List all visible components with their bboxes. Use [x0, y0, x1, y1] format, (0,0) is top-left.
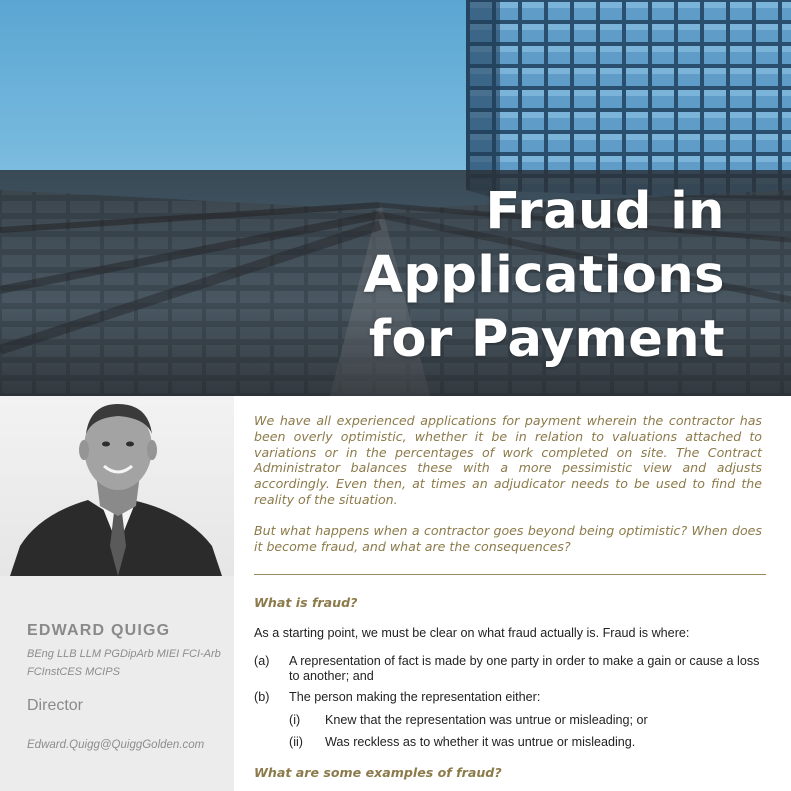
author-email[interactable]: Edward.Quigg@QuiggGolden.com	[27, 739, 205, 751]
intro-paragraph: We have all experienced applications for payment wherein the contractor has been overly optimistic, whether it be in relation to valuations attached to variations or in the percentages of work completed on site. The Contract Administrator balances these with a more pessimistic view and adjusts accordingly. Even then, at times an adjudicator needs to be used to find the reality of the situation.	[254, 413, 762, 507]
intro-paragraph: But what happens when a contractor goes beyond being optimistic? When does it become fraud, and what are the consequences?	[254, 522, 762, 554]
author-sidebar	[0, 576, 234, 791]
list-item-text: The person making the representation either:	[289, 690, 541, 704]
section-heading-what-is-fraud: What is fraud?	[254, 595, 358, 610]
title-line: Fraud in	[485, 182, 725, 241]
author-portrait	[0, 396, 234, 576]
list-marker: (i)	[289, 713, 301, 727]
list-marker: (a)	[254, 654, 270, 668]
intro-text	[254, 413, 762, 569]
title-line: Applications	[363, 246, 725, 305]
section-divider	[254, 574, 766, 575]
banner-title	[325, 180, 725, 372]
sub-list-item	[289, 735, 759, 750]
list-item	[254, 654, 766, 684]
sub-list-item	[289, 713, 759, 728]
portrait-image	[0, 396, 234, 576]
list-item-text: A representation of fact is made by one party in order to make a gain or cause a loss to another; and	[289, 654, 760, 683]
title-line: for Payment	[368, 310, 725, 369]
section-heading-examples: What are some examples of fraud?	[254, 765, 502, 780]
author-name: EDWARD QUIGG	[27, 622, 171, 639]
list-item	[254, 690, 766, 705]
list-item-text: Was reckless as to whether it was untrue or misleading.	[325, 735, 636, 749]
list-marker: (ii)	[289, 735, 303, 749]
list-marker: (b)	[254, 690, 270, 704]
list-item-text: Knew that the representation was untrue or misleading; or	[325, 713, 648, 727]
section-lead: As a starting point, we must be clear on what fraud actually is. Fraud is where:	[254, 626, 690, 640]
author-role: Director	[27, 697, 84, 714]
author-qualifications: BEng LLB LLM PGDipArb MIEI FCI-Arb FCInstCES MCIPS	[27, 648, 221, 678]
